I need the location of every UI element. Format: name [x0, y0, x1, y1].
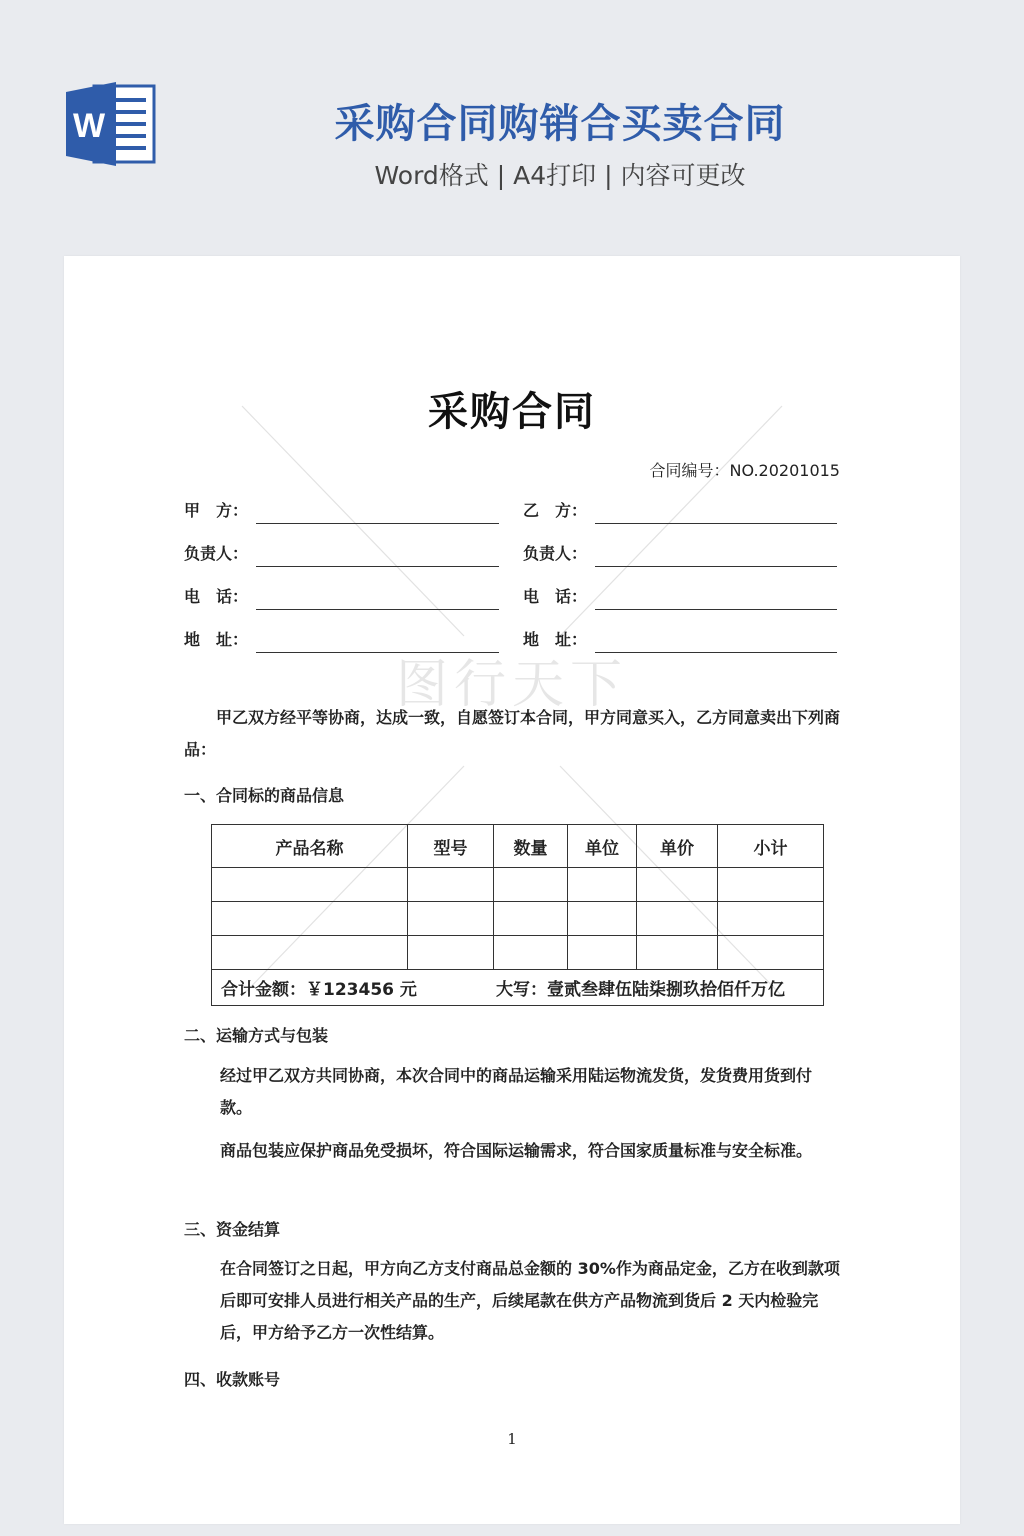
total-amount-capital: 大写：壹贰叁肆伍陆柒捌玖拾佰仟万亿	[496, 980, 785, 1000]
table-row	[212, 936, 824, 970]
section2-heading: 二、运输方式与包装	[184, 1026, 329, 1045]
word-doc-icon	[64, 82, 156, 166]
watermark-text: 图行天下	[395, 655, 629, 715]
table-cell[interactable]	[637, 868, 718, 902]
party-b-label: 乙 方：	[523, 501, 588, 520]
contract-number: 合同编号：NO.20201015	[649, 461, 840, 480]
table-cell[interactable]	[718, 902, 824, 936]
party-b-phone-row	[523, 584, 843, 614]
table-header-cell: 数量	[494, 825, 568, 868]
table-cell[interactable]	[718, 868, 824, 902]
table-cell[interactable]	[494, 902, 568, 936]
table-cell[interactable]	[212, 868, 408, 902]
party-a-row	[184, 498, 514, 528]
table-header-cell: 产品名称	[212, 825, 408, 868]
party-b-manager-label: 负责人：	[523, 544, 588, 563]
table-cell[interactable]	[212, 902, 408, 936]
party-a-manager-row	[184, 541, 514, 571]
party-a-input-line[interactable]	[256, 523, 499, 524]
table-cell[interactable]	[494, 868, 568, 902]
section3-heading: 三、资金结算	[184, 1220, 281, 1239]
table-total-row	[212, 970, 824, 1006]
table-cell[interactable]	[494, 936, 568, 970]
party-b-phone-input-line[interactable]	[595, 609, 837, 610]
party-a-manager-label: 负责人：	[184, 544, 249, 563]
banner-title: 采购合同购销合买卖合同	[334, 101, 786, 147]
section4-heading: 四、收款账号	[184, 1370, 281, 1389]
table-cell[interactable]	[637, 902, 718, 936]
table-cell[interactable]	[718, 936, 824, 970]
header-banner	[0, 0, 1024, 256]
goods-table	[211, 824, 824, 1006]
party-a-phone-input-line[interactable]	[256, 609, 499, 610]
party-a-address-label: 地 址：	[184, 630, 249, 649]
table-row	[212, 902, 824, 936]
party-b-input-line[interactable]	[595, 523, 837, 524]
banner-subtitle: Word格式 | A4打印 | 内容可更改	[374, 161, 746, 190]
party-a-manager-input-line[interactable]	[256, 566, 499, 567]
table-total-cell	[212, 970, 824, 1006]
intro-paragraph: 甲乙双方经平等协商，达成一致，自愿签订本合同，甲方同意买入，乙方同意卖出下列商品：	[184, 708, 841, 759]
table-header-cell: 单价	[637, 825, 718, 868]
table-header-cell: 小计	[718, 825, 824, 868]
table-cell[interactable]	[408, 936, 494, 970]
party-b-address-input-line[interactable]	[595, 652, 837, 653]
word-icon-letter: W	[72, 107, 106, 145]
section3-paragraph-1: 在合同签订之日起，甲方向乙方支付商品总金额的 30%作为商品定金，乙方在收到款项后即可安排人员进行相关产品的生产，后续尾款在供方产品物流到货后 2 天内检验完后，甲方给予乙方一次性结算。	[220, 1259, 840, 1342]
party-a-address-row	[184, 627, 514, 657]
table-row	[212, 868, 824, 902]
table-cell[interactable]	[408, 902, 494, 936]
document-title: 采购合同	[428, 389, 596, 435]
party-b-phone-label: 电 话：	[523, 587, 588, 606]
table-cell[interactable]	[568, 902, 637, 936]
party-b-manager-input-line[interactable]	[595, 566, 837, 567]
page-number: 1	[507, 1430, 517, 1448]
section2-paragraph-2: 商品包装应保护商品免受损坏，符合国际运输需求，符合国家质量标准与安全标准。	[220, 1141, 813, 1160]
party-b-address-label: 地 址：	[523, 630, 588, 649]
table-cell[interactable]	[212, 936, 408, 970]
total-amount: 合计金额：￥123456 元	[221, 980, 417, 1000]
table-header-row	[212, 825, 824, 868]
table-header-cell: 单位	[568, 825, 637, 868]
party-b-address-row	[523, 627, 843, 657]
section2-paragraph-1: 经过甲乙双方共同协商，本次合同中的商品运输采用陆运物流发货，发货费用货到付款。	[220, 1066, 813, 1117]
table-cell[interactable]	[568, 868, 637, 902]
table-header-cell: 型号	[408, 825, 494, 868]
party-b-manager-row	[523, 541, 843, 571]
table-cell[interactable]	[568, 936, 637, 970]
party-a-label: 甲 方：	[184, 501, 249, 520]
party-a-phone-label: 电 话：	[184, 587, 249, 606]
section1-heading: 一、合同标的商品信息	[184, 786, 345, 805]
table-cell[interactable]	[408, 868, 494, 902]
document-page	[64, 256, 960, 1524]
party-a-phone-row	[184, 584, 514, 614]
party-a-address-input-line[interactable]	[256, 652, 499, 653]
party-b-row	[523, 498, 843, 528]
table-cell[interactable]	[637, 936, 718, 970]
